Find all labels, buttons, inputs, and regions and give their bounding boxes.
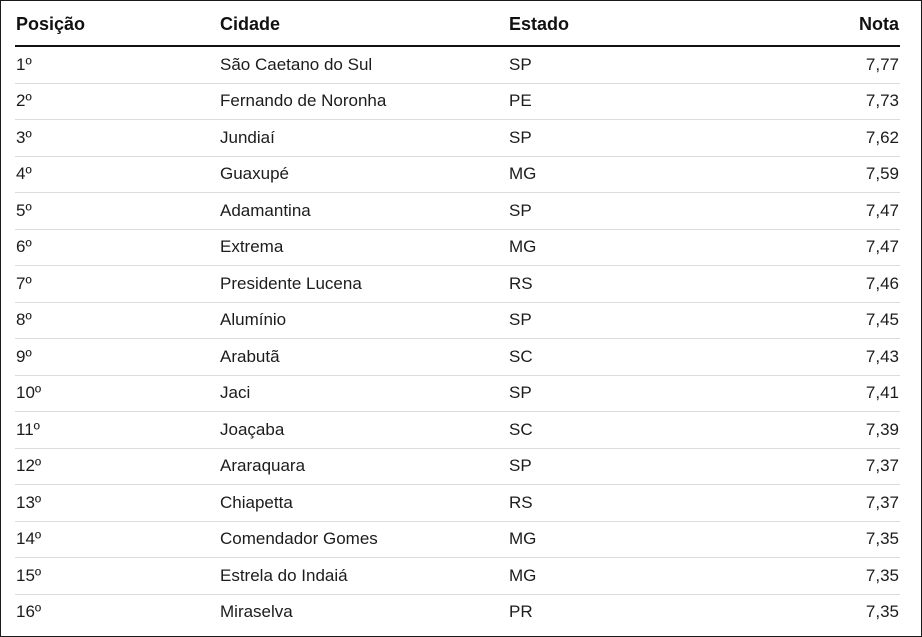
cell-estado: SP [508,375,738,412]
table-header-row [15,3,900,46]
table-row [15,83,900,120]
cell-nota: 7,47 [738,229,900,266]
table-row [15,193,900,230]
cell-estado: MG [508,558,738,595]
cell-nota: 7,35 [865,602,899,622]
table-row [15,266,900,303]
header-nota: Nota [738,3,900,46]
cell-cidade: Arabutã [219,339,508,376]
cell-estado: MG [508,229,738,266]
header-cidade: Cidade [219,3,508,46]
table-row [15,156,900,193]
cell-cidade: Alumínio [219,302,508,339]
cell-nota: 7,35 [738,558,900,595]
cell-posicao: 1º [15,46,219,83]
cell-cidade: Jundiaí [219,120,508,157]
table-row [15,302,900,339]
cell-nota: 7,43 [738,339,900,376]
table-row [15,229,900,266]
cell-cidade: Presidente Lucena [219,266,508,303]
cell-cidade: Guaxupé [219,156,508,193]
cell-cidade: Araraquara [219,448,508,485]
table-row [15,375,900,412]
cell-estado: SP [508,120,738,157]
cell-nota: 7,45 [738,302,900,339]
cell-estado: SP [508,193,738,230]
cell-posicao: 9º [15,339,219,376]
cell-posicao: 7º [15,266,219,303]
cell-posicao: 5º [15,193,219,230]
cell-posicao: 4º [15,156,219,193]
cell-estado: SP [508,302,738,339]
cell-estado: PE [508,83,738,120]
cell-posicao: 16º [16,602,42,622]
table-row [15,412,900,449]
cell-nota: 7,46 [738,266,900,303]
cell-estado: RS [508,266,738,303]
cell-nota: 7,37 [738,485,900,522]
cell-estado: MG [508,521,738,558]
table-row [15,46,900,83]
cell-nota: 7,37 [738,448,900,485]
table-row [15,594,900,630]
cell-posicao: 2º [15,83,219,120]
cell-posicao: 12º [15,448,219,485]
ranking-table [15,3,900,630]
cell-nota: 7,41 [738,375,900,412]
cell-estado: SP [508,46,738,83]
cell-posicao: 14º [15,521,219,558]
cell-nota: 7,77 [738,46,900,83]
table-row [15,558,900,595]
cell-estado: SC [508,339,738,376]
cell-posicao: 13º [15,485,219,522]
cell-posicao: 8º [15,302,219,339]
cell-nota: 7,35 [738,521,900,558]
cell-posicao: 6º [15,229,219,266]
cell-cidade: Estrela do Indaiá [219,558,508,595]
cell-estado: PR [509,602,533,622]
cell-estado: SC [508,412,738,449]
cell-cidade: São Caetano do Sul [219,46,508,83]
cell-cidade: Joaçaba [219,412,508,449]
cell-nota: 7,39 [738,412,900,449]
cell-posicao: 10º [15,375,219,412]
cell-estado: MG [508,156,738,193]
cell-cidade: Jaci [219,375,508,412]
cell-estado: SP [508,448,738,485]
cell-nota: 7,47 [738,193,900,230]
table-body [15,46,900,630]
table-row [15,448,900,485]
cell-cidade: Miraselva [220,602,293,622]
cell-posicao: 3º [15,120,219,157]
table-row [15,120,900,157]
cell-cidade: Chiapetta [219,485,508,522]
cell-nota: 7,59 [738,156,900,193]
cell-cidade: Fernando de Noronha [219,83,508,120]
cell-cidade: Extrema [219,229,508,266]
table-row [15,521,900,558]
table-row [15,339,900,376]
cell-nota: 7,62 [738,120,900,157]
header-estado: Estado [508,3,738,46]
cell-cidade: Comendador Gomes [219,521,508,558]
cell-nota: 7,73 [738,83,900,120]
table-row [15,485,900,522]
header-posicao: Posição [15,3,219,46]
cell-posicao: 11º [15,412,219,449]
cell-cidade: Adamantina [219,193,508,230]
cell-posicao: 15º [15,558,219,595]
cell-estado: RS [508,485,738,522]
